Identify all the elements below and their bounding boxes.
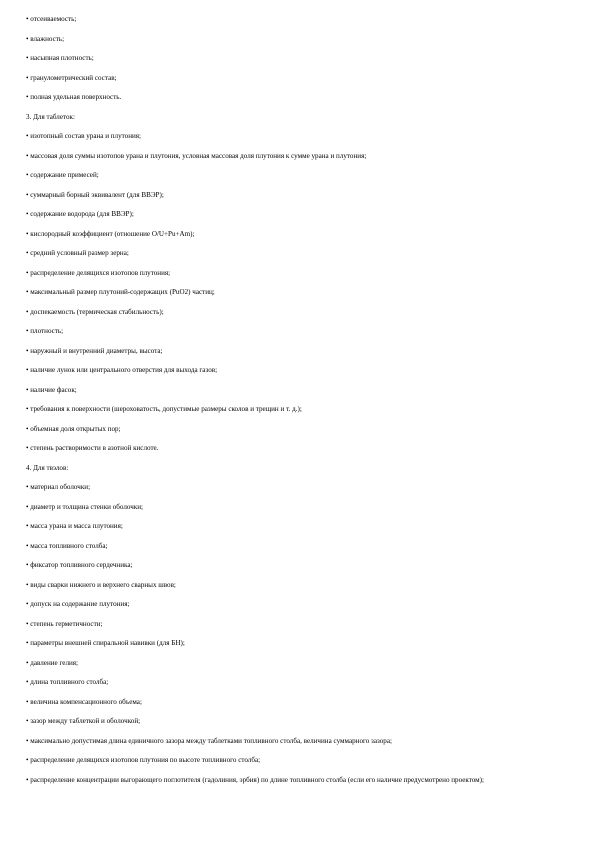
- list-item: • доспекаемость (термическая стабильность);: [26, 307, 164, 316]
- list-item: • полная удельная поверхность.: [26, 93, 122, 101]
- list-item: • кислородный коэффициент (отношение O/U+Pu+Am);: [26, 229, 195, 238]
- list-item: • отсеиваемость;: [26, 15, 77, 23]
- list-item: • параметры внешней спиральной навивки (для БН);: [26, 639, 185, 647]
- list-item: • плотность;: [26, 327, 64, 335]
- list-item: • массовая доля суммы изотопов урана и плутония, условная массовая доля плутония к сумме урана и плутония;: [26, 151, 367, 160]
- list-item: • материал оболочки;: [26, 483, 91, 491]
- list-item: • суммарный борный эквивалент (для ВВЭР);: [26, 190, 164, 199]
- list-item: • изотопный состав урана и плутония;: [26, 132, 142, 140]
- list-item: • степень растворимости в азотной кислоте.: [26, 444, 159, 452]
- list-item: • давление гелия;: [26, 658, 79, 667]
- list-item: • виды сварки нижнего и верхнего сварных швов;: [26, 580, 176, 589]
- list-item: • диаметр и толщина стенки оболочки;: [26, 502, 144, 511]
- list-item: • распределение концентрации выгорающего поглотителя (гадолиния, эрбия) по длине топливного столба (если его наличие предусмотрено проектом);: [26, 775, 484, 784]
- list-item: • гранулометрический состав;: [26, 73, 117, 82]
- list-item: • наличие фасок;: [26, 385, 77, 394]
- section-heading: 4. Для твэлов:: [26, 463, 69, 472]
- list-item: • средний условный размер зерна;: [26, 249, 129, 257]
- list-item: • насыпная плотность;: [26, 54, 94, 62]
- list-item: • распределение делящихся изотопов плутония по высоте топливного столба;: [26, 756, 261, 764]
- list-item: • объемная доля открытых пор;: [26, 424, 121, 433]
- list-item: • масса урана и масса плутония;: [26, 522, 123, 530]
- document-page: [26, 15, 571, 796]
- list-item: • максимальный размер плутоний-содержащих (PuO2) частиц;: [26, 288, 215, 296]
- list-item: • длина топливного столба;: [26, 678, 109, 686]
- list-item: • фиксатор топливного сердечника;: [26, 561, 133, 569]
- list-item: • масса топливного столба;: [26, 541, 108, 550]
- list-item: • зазор между таблеткой и оболочкой;: [26, 717, 141, 725]
- list-item: • максимально допустимая длина единичного зазора между таблетками топливного столба, величина суммарного зазора;: [26, 736, 392, 745]
- section-heading: 3. Для таблеток:: [26, 112, 75, 121]
- list-item: • величина компенсационного объема;: [26, 697, 142, 706]
- list-item: • распределение делящихся изотопов плутония;: [26, 268, 171, 277]
- list-item: • влажность;: [26, 34, 65, 43]
- list-item: • допуск на содержание плутония;: [26, 600, 130, 608]
- list-item: • требования к поверхности (шероховатость, допустимые размеры сколов и трещин и т. д.);: [26, 405, 302, 413]
- list-item: • наружный и внутренний диаметры, высота;: [26, 346, 163, 355]
- list-item: • содержание примесей;: [26, 171, 99, 179]
- list-item: • содержание водорода (для ВВЭР);: [26, 210, 134, 218]
- list-item: • наличие лунок или центрального отверстия для выхода газов;: [26, 366, 218, 374]
- list-item: • степень герметичности;: [26, 619, 103, 628]
